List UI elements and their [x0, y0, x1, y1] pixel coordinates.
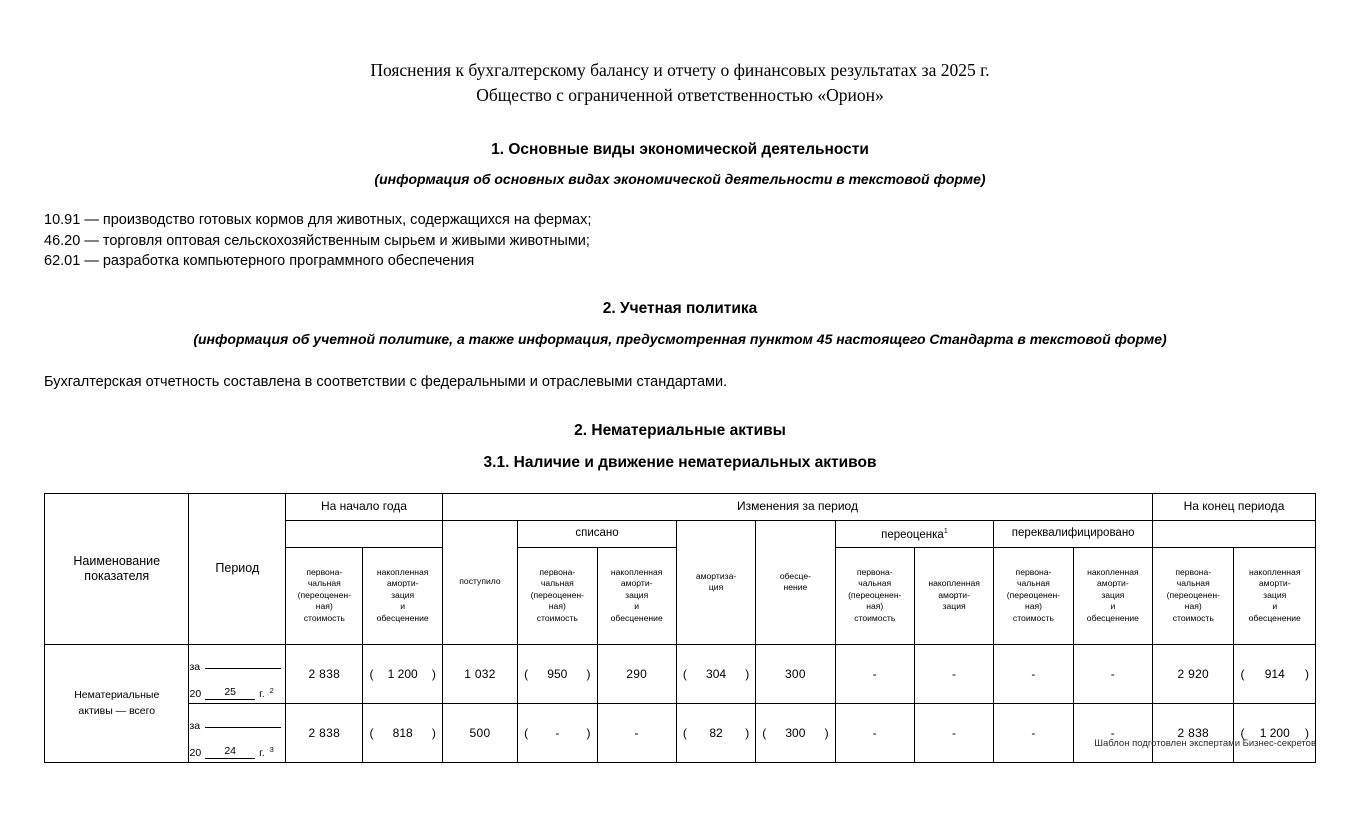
header-revaluation-initial-cost [835, 547, 914, 644]
header-written-off: списано [518, 520, 677, 547]
haa-l3: зация [942, 601, 966, 612]
ha-l5: обесценение [610, 612, 663, 623]
hc-l1: первона- [1175, 566, 1212, 577]
hc-l1: первона- [856, 566, 893, 577]
cell-start-initial-cost: 2 838 [286, 703, 363, 762]
cell-revaluation-initial-cost: - [835, 703, 914, 762]
value: - [555, 725, 560, 740]
period-century: 20 [189, 687, 202, 700]
ha-l3: зация [1263, 589, 1287, 600]
hc-l3: (переоценен- [530, 589, 584, 600]
header-impairment-line1: обесце- [779, 570, 811, 581]
period-blank-rule [205, 727, 281, 728]
ha-l4: и [1110, 601, 1116, 612]
paren-left: ( [524, 666, 529, 681]
cell-reclass-initial-cost: - [994, 703, 1073, 762]
ha-l4: и [400, 601, 406, 612]
header-reclass-accumulated [1073, 547, 1152, 644]
cell-writeoff-accumulated: 290 [597, 644, 676, 703]
header-reclassified: переквалифицировано [994, 520, 1153, 547]
ha-l2: аморти- [620, 578, 653, 589]
period-line-1 [189, 707, 285, 732]
header-revaluation-accumulated [914, 547, 993, 644]
period-cell[interactable] [189, 703, 286, 762]
paren-right: ) [431, 666, 436, 681]
document-title-line1: Пояснения к бухгалтерскому балансу и отчету о финансовых результатах за 2025 г. [370, 60, 990, 80]
header-revaluation-label: переоценка [881, 528, 944, 541]
ha-l3: зация [391, 589, 415, 600]
hc-l2: чальная [540, 578, 574, 589]
haa-l2: аморти- [938, 589, 970, 600]
paren-right: ) [824, 725, 829, 740]
section3-heading: 2. Нематериальные активы [574, 421, 786, 439]
header-reclass-initial-cost [994, 547, 1073, 644]
hc-l4: ная) [315, 601, 333, 612]
cell-amortization [676, 703, 755, 762]
paren-right: ) [1305, 725, 1309, 740]
paren-left: ( [1240, 725, 1245, 740]
period-line-2 [189, 732, 285, 759]
paren-left: ( [369, 725, 374, 740]
cell-writeoff-initial-cost [518, 644, 597, 703]
hc-l5: стоимость [1172, 612, 1214, 623]
section1-heading: 1. Основные виды экономической деятельности [491, 141, 869, 158]
period-line-1 [189, 648, 285, 673]
ha-l5: обесценение [1086, 612, 1139, 623]
paren-right: ) [745, 666, 750, 681]
period-prefix: за [189, 660, 201, 673]
header-period: Период [189, 493, 286, 644]
period-cell[interactable] [189, 644, 286, 703]
paren-left: ( [524, 725, 529, 740]
ha-l1: накопленная [1087, 566, 1139, 577]
value: 914 [1264, 666, 1285, 681]
header-name-line1: Наименование [73, 553, 161, 568]
ha-l2: аморти- [386, 578, 419, 589]
period-line-2 [189, 673, 285, 700]
header-impairment [756, 520, 835, 644]
hc-l2: чальная [1017, 578, 1050, 589]
hc-l5: стоимость [854, 612, 896, 623]
header-impairment-line2: нение [783, 582, 808, 592]
paren-left: ( [682, 666, 687, 681]
ha-l3: зация [625, 589, 649, 600]
header-amortization [676, 520, 755, 644]
ha-l1: накопленная [376, 566, 429, 577]
okved-item: 62.01 — разработка компьютерного программного обеспечения [44, 253, 475, 269]
cell-start-initial-cost: 2 838 [286, 644, 363, 703]
header-revaluation [835, 520, 994, 547]
header-end-accumulated [1234, 547, 1316, 644]
period-footnote: 3 [269, 744, 274, 754]
ha-l5: обесценение [1248, 612, 1301, 623]
ha-l2: аморти- [1258, 578, 1291, 589]
table-header-row-1 [45, 493, 1316, 520]
section2-body: Бухгалтерская отчетность составлена в соответствии с федеральными и отраслевыми стандартами. [44, 373, 728, 390]
value: 950 [547, 666, 568, 681]
hc-l3: (переоценен- [1166, 589, 1220, 600]
document-title-line2: Общество с ограниченной ответственностью «Орион» [476, 85, 884, 105]
row-label-line2: активы — всего [78, 705, 156, 717]
hc-l3: (переоценен- [848, 589, 902, 600]
nma-table-wrapper [44, 493, 1316, 763]
table-row [45, 703, 1316, 762]
header-name-line2: показателя [84, 568, 150, 583]
period-year: 24 [205, 745, 255, 759]
header-changes-for-period: Изменения за период [442, 493, 1152, 520]
header-end-initial-cost [1153, 547, 1234, 644]
value: 818 [392, 725, 413, 740]
okved-list [44, 210, 1316, 272]
haa-l1: накопленная [928, 578, 980, 589]
hc-l4: ная) [548, 601, 566, 612]
ha-l1: накопленная [1248, 566, 1301, 577]
ha-l5: обесценение [376, 612, 429, 623]
hc-l2: чальная [858, 578, 892, 589]
hc-l4: ная) [866, 601, 884, 612]
cell-end-accumulated [1234, 703, 1316, 762]
header-writeoff-accumulated [597, 547, 676, 644]
hc-l4: ная) [1024, 601, 1042, 612]
header-start-accumulated [363, 547, 442, 644]
ha-l4: и [634, 601, 640, 612]
header-start-initial-cost [286, 547, 363, 644]
header-amortization-line1: амортиза- [695, 570, 737, 581]
paren-left: ( [369, 666, 374, 681]
cell-start-accumulated [363, 703, 442, 762]
value: 300 [785, 725, 806, 740]
header-end-of-period: На конец периода [1153, 493, 1316, 520]
table-row [45, 644, 1316, 703]
cell-end-initial-cost: 2 838 [1153, 703, 1234, 762]
cell-start-accumulated [363, 644, 442, 703]
okved-item: 46.20 — торговля оптовая сельскохозяйственным сырьем и живыми животными; [44, 232, 590, 249]
cell-revaluation-accumulated: - [914, 644, 993, 703]
nma-table [44, 493, 1316, 763]
cell-received: 500 [442, 703, 517, 762]
hc-l5: стоимость [303, 612, 345, 623]
ha-l2: аморти- [1097, 578, 1129, 589]
section1-subheading: (информация об основных видах экономической деятельности в текстовой форме) [374, 171, 986, 187]
cell-reclass-initial-cost: - [994, 644, 1073, 703]
value: 82 [709, 725, 723, 740]
period-prefix: за [189, 719, 201, 732]
cell-end-accumulated [1234, 644, 1316, 703]
cell-writeoff-initial-cost [518, 703, 597, 762]
period-blank-rule [205, 668, 281, 669]
paren-left: ( [1240, 666, 1245, 681]
okved-item: 10.91 — производство готовых кормов для животных, содержащихся на фермах; [44, 212, 592, 228]
paren-right: ) [586, 666, 591, 681]
row-label [45, 644, 189, 762]
cell-impairment: 300 [756, 644, 835, 703]
ha-l3: зация [1101, 589, 1125, 600]
cell-impairment [756, 703, 835, 762]
cell-writeoff-accumulated: - [597, 703, 676, 762]
header-received: поступило [442, 520, 517, 644]
document-title [44, 0, 1316, 108]
paren-right: ) [431, 725, 436, 740]
header-start-of-year: На начало года [286, 493, 443, 520]
period-suffix: г. [259, 746, 265, 759]
period-century: 20 [189, 746, 202, 759]
section2-subheading: (информация об учетной политике, а также информация, предусмотренная пунктом 45 настоящего Стандарта в текстовой форме) [193, 330, 1167, 347]
hc-l2: чальная [1176, 578, 1210, 589]
ha-l1: накопленная [610, 566, 663, 577]
hc-l1: первона- [539, 566, 576, 577]
section3-subheading: 3.1. Наличие и движение нематериальных активов [483, 453, 877, 471]
paren-right: ) [1305, 666, 1309, 681]
cell-reclass-accumulated: - [1073, 644, 1152, 703]
period-footnote: 2 [269, 685, 274, 695]
hc-l3: (переоценен- [1006, 589, 1061, 600]
cell-revaluation-accumulated: - [914, 703, 993, 762]
cell-amortization [676, 644, 755, 703]
header-amortization-line2: ция [708, 582, 724, 592]
hc-l2: чальная [307, 578, 341, 589]
hc-l1: первона- [1015, 566, 1052, 577]
ha-l4: и [1272, 601, 1278, 612]
header-revaluation-footnote: 1 [943, 528, 948, 536]
cell-received: 1 032 [442, 644, 517, 703]
section2-heading: 2. Учетная политика [602, 299, 758, 317]
footer-note: Шаблон подготовлен экспертами Бизнес-секретов [1094, 738, 1316, 749]
value: 1 200 [1259, 725, 1290, 740]
cell-revaluation-initial-cost: - [835, 644, 914, 703]
value: 1 200 [387, 666, 418, 681]
hc-l5: стоимость [536, 612, 578, 623]
cell-end-initial-cost: 2 920 [1153, 644, 1234, 703]
header-writeoff-initial-cost [518, 547, 597, 644]
period-year: 25 [205, 686, 255, 700]
hc-l1: первона- [306, 566, 343, 577]
paren-right: ) [586, 725, 591, 740]
hc-l3: (переоценен- [297, 589, 351, 600]
hc-l5: стоимость [1012, 612, 1055, 623]
period-suffix: г. [259, 687, 265, 700]
hc-l4: ная) [1184, 601, 1202, 612]
paren-left: ( [762, 725, 767, 740]
paren-right: ) [745, 725, 750, 740]
row-label-line1: Нематериальные [74, 689, 160, 701]
cell-reclass-accumulated: - [1073, 703, 1152, 762]
header-name [45, 493, 189, 644]
value: 304 [706, 666, 727, 681]
paren-left: ( [682, 725, 687, 740]
